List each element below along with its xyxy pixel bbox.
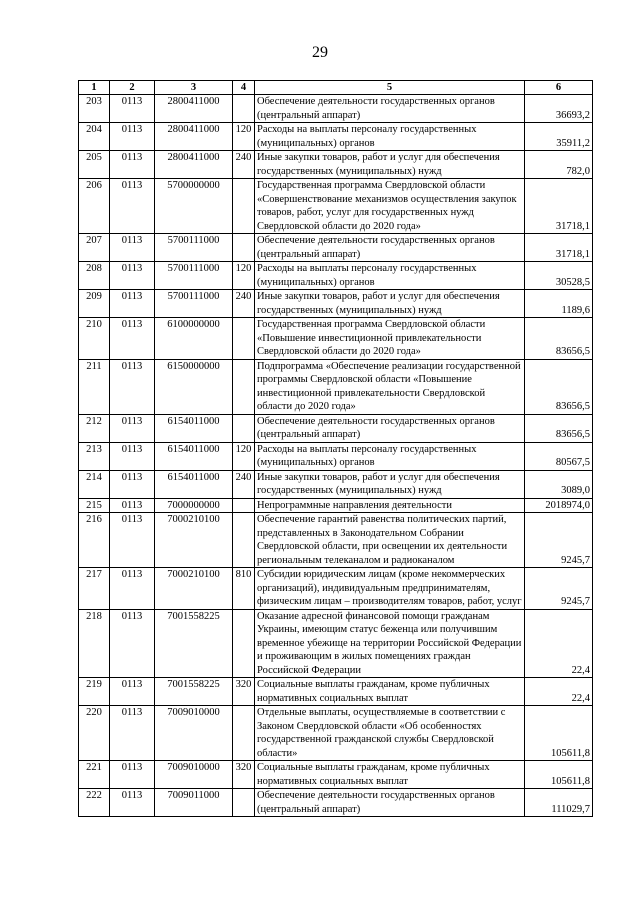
row-number-cell: 212 <box>79 414 110 442</box>
item-name-cell: Оказание адресной финансовой помощи гражданам Украины, имеющим статус беженца или получившим временное убежище на территории Российской Федерации и проживающим в жилых помещениях граждан Российской Федерации <box>255 609 525 678</box>
table-row <box>79 179 593 234</box>
item-name-cell: Социальные выплаты гражданам, кроме публичных нормативных социальных выплат <box>255 761 525 789</box>
target-code-cell: 7000210100 <box>155 568 233 610</box>
target-code-cell: 5700111000 <box>155 234 233 262</box>
expense-type-cell <box>233 513 255 568</box>
table-row <box>79 706 593 761</box>
row-number-cell: 219 <box>79 678 110 706</box>
target-code-cell: 6100000000 <box>155 318 233 360</box>
item-name-cell: Расходы на выплаты персоналу государственных (муниципальных) органов <box>255 123 525 151</box>
table-row <box>79 789 593 817</box>
target-code-cell: 6154011000 <box>155 470 233 498</box>
row-number-cell: 220 <box>79 706 110 761</box>
row-number-cell: 203 <box>79 95 110 123</box>
item-name-cell: Непрограммные направления деятельности <box>255 498 525 513</box>
amount-cell: 105611,8 <box>525 706 593 761</box>
section-code-cell: 0113 <box>110 706 155 761</box>
row-number-cell: 222 <box>79 789 110 817</box>
section-code-cell: 0113 <box>110 761 155 789</box>
table-row <box>79 442 593 470</box>
table-row <box>79 609 593 678</box>
expense-type-cell <box>233 95 255 123</box>
expense-type-cell <box>233 609 255 678</box>
amount-cell: 31718,1 <box>525 179 593 234</box>
header-cell-6: 6 <box>525 81 593 95</box>
target-code-cell: 5700111000 <box>155 262 233 290</box>
item-name-cell: Иные закупки товаров, работ и услуг для обеспечения государственных (муниципальных) нужд <box>255 470 525 498</box>
expense-type-cell <box>233 179 255 234</box>
row-number-cell: 205 <box>79 151 110 179</box>
expense-type-cell: 320 <box>233 761 255 789</box>
expense-type-cell: 320 <box>233 678 255 706</box>
page-number: 29 <box>312 44 328 61</box>
amount-cell: 31718,1 <box>525 234 593 262</box>
target-code-cell: 7009011000 <box>155 789 233 817</box>
expense-type-cell <box>233 498 255 513</box>
table-row <box>79 318 593 360</box>
row-number-cell: 213 <box>79 442 110 470</box>
target-code-cell: 7000210100 <box>155 513 233 568</box>
table-row <box>79 568 593 610</box>
table-row <box>79 290 593 318</box>
table-row <box>79 414 593 442</box>
target-code-cell: 5700000000 <box>155 179 233 234</box>
section-code-cell: 0113 <box>110 609 155 678</box>
section-code-cell: 0113 <box>110 470 155 498</box>
amount-cell: 9245,7 <box>525 568 593 610</box>
item-name-cell: Иные закупки товаров, работ и услуг для обеспечения государственных (муниципальных) нужд <box>255 151 525 179</box>
header-cell-5: 5 <box>255 81 525 95</box>
header-cell-4: 4 <box>233 81 255 95</box>
table-row <box>79 761 593 789</box>
row-number-cell: 211 <box>79 359 110 414</box>
row-number-cell: 206 <box>79 179 110 234</box>
amount-cell: 83656,5 <box>525 414 593 442</box>
section-code-cell: 0113 <box>110 151 155 179</box>
table-row <box>79 234 593 262</box>
section-code-cell: 0113 <box>110 123 155 151</box>
amount-cell: 1189,6 <box>525 290 593 318</box>
table-row <box>79 513 593 568</box>
target-code-cell: 2800411000 <box>155 151 233 179</box>
expense-type-cell: 120 <box>233 262 255 290</box>
item-name-cell: Отдельные выплаты, осуществляемые в соответствии с Законом Свердловской области «Об особенностях государственной гражданской службы Свердловской области» <box>255 706 525 761</box>
row-number-cell: 218 <box>79 609 110 678</box>
target-code-cell: 2800411000 <box>155 95 233 123</box>
row-number-cell: 214 <box>79 470 110 498</box>
item-name-cell: Расходы на выплаты персоналу государственных (муниципальных) органов <box>255 262 525 290</box>
expense-type-cell <box>233 318 255 360</box>
section-code-cell: 0113 <box>110 498 155 513</box>
section-code-cell: 0113 <box>110 442 155 470</box>
budget-table <box>78 80 593 817</box>
table-body <box>79 95 593 817</box>
amount-cell: 782,0 <box>525 151 593 179</box>
item-name-cell: Субсидии юридическим лицам (кроме некоммерческих организаций), индивидуальным предпринимателям, физическим лицам – производителям товаров, работ, услуг <box>255 568 525 610</box>
amount-cell: 30528,5 <box>525 262 593 290</box>
section-code-cell: 0113 <box>110 234 155 262</box>
target-code-cell: 6154011000 <box>155 414 233 442</box>
section-code-cell: 0113 <box>110 568 155 610</box>
table-row <box>79 678 593 706</box>
target-code-cell: 5700111000 <box>155 290 233 318</box>
section-code-cell: 0113 <box>110 95 155 123</box>
target-code-cell: 7009010000 <box>155 761 233 789</box>
row-number-cell: 215 <box>79 498 110 513</box>
expense-type-cell: 240 <box>233 290 255 318</box>
item-name-cell: Обеспечение деятельности государственных органов (центральный аппарат) <box>255 95 525 123</box>
amount-cell: 83656,5 <box>525 359 593 414</box>
table-row <box>79 498 593 513</box>
table-header <box>79 81 593 95</box>
header-cell-3: 3 <box>155 81 233 95</box>
item-name-cell: Обеспечение гарантий равенства политических партий, представленных в Законодательном Собрании Свердловской области, при освещении их деятельности региональным телеканалом и радиоканалом <box>255 513 525 568</box>
expense-type-cell: 810 <box>233 568 255 610</box>
item-name-cell: Обеспечение деятельности государственных органов (центральный аппарат) <box>255 414 525 442</box>
item-name-cell: Государственная программа Свердловской области «Совершенствование механизмов осуществления закупок товаров, работ, услуг для государственных нужд Свердловской области до 2020 года» <box>255 179 525 234</box>
table-row <box>79 151 593 179</box>
table-row <box>79 262 593 290</box>
amount-cell: 80567,5 <box>525 442 593 470</box>
section-code-cell: 0113 <box>110 678 155 706</box>
item-name-cell: Подпрограмма «Обеспечение реализации государственной программы Свердловской области «Повышение инвестиционной привлекательности Свердловской области до 2020 года» <box>255 359 525 414</box>
target-code-cell: 7001558225 <box>155 609 233 678</box>
section-code-cell: 0113 <box>110 179 155 234</box>
item-name-cell: Иные закупки товаров, работ и услуг для обеспечения государственных (муниципальных) нужд <box>255 290 525 318</box>
item-name-cell: Государственная программа Свердловской области «Повышение инвестиционной привлекательности Свердловской области до 2020 года» <box>255 318 525 360</box>
row-number-cell: 209 <box>79 290 110 318</box>
amount-cell: 3089,0 <box>525 470 593 498</box>
section-code-cell: 0113 <box>110 262 155 290</box>
target-code-cell: 2800411000 <box>155 123 233 151</box>
target-code-cell: 7009010000 <box>155 706 233 761</box>
table-row <box>79 470 593 498</box>
row-number-cell: 207 <box>79 234 110 262</box>
row-number-cell: 217 <box>79 568 110 610</box>
amount-cell: 9245,7 <box>525 513 593 568</box>
header-row <box>79 81 593 95</box>
row-number-cell: 210 <box>79 318 110 360</box>
item-name-cell: Социальные выплаты гражданам, кроме публичных нормативных социальных выплат <box>255 678 525 706</box>
amount-cell: 2018974,0 <box>525 498 593 513</box>
expense-type-cell: 240 <box>233 470 255 498</box>
expense-type-cell <box>233 414 255 442</box>
table-row <box>79 95 593 123</box>
section-code-cell: 0113 <box>110 789 155 817</box>
section-code-cell: 0113 <box>110 414 155 442</box>
item-name-cell: Обеспечение деятельности государственных органов (центральный аппарат) <box>255 234 525 262</box>
section-code-cell: 0113 <box>110 513 155 568</box>
amount-cell: 83656,5 <box>525 318 593 360</box>
section-code-cell: 0113 <box>110 359 155 414</box>
item-name-cell: Расходы на выплаты персоналу государственных (муниципальных) органов <box>255 442 525 470</box>
table-row <box>79 359 593 414</box>
header-cell-1: 1 <box>79 81 110 95</box>
target-code-cell: 7000000000 <box>155 498 233 513</box>
expense-type-cell: 240 <box>233 151 255 179</box>
row-number-cell: 216 <box>79 513 110 568</box>
item-name-cell: Обеспечение деятельности государственных органов (центральный аппарат) <box>255 789 525 817</box>
expense-type-cell: 120 <box>233 442 255 470</box>
target-code-cell: 6154011000 <box>155 442 233 470</box>
amount-cell: 35911,2 <box>525 123 593 151</box>
expense-type-cell <box>233 789 255 817</box>
table-row <box>79 123 593 151</box>
amount-cell: 111029,7 <box>525 789 593 817</box>
target-code-cell: 6150000000 <box>155 359 233 414</box>
header-cell-2: 2 <box>110 81 155 95</box>
row-number-cell: 204 <box>79 123 110 151</box>
row-number-cell: 221 <box>79 761 110 789</box>
amount-cell: 22,4 <box>525 609 593 678</box>
amount-cell: 105611,8 <box>525 761 593 789</box>
expense-type-cell <box>233 706 255 761</box>
expense-type-cell <box>233 234 255 262</box>
section-code-cell: 0113 <box>110 318 155 360</box>
amount-cell: 36693,2 <box>525 95 593 123</box>
section-code-cell: 0113 <box>110 290 155 318</box>
expense-type-cell <box>233 359 255 414</box>
amount-cell: 22,4 <box>525 678 593 706</box>
expense-type-cell: 120 <box>233 123 255 151</box>
row-number-cell: 208 <box>79 262 110 290</box>
target-code-cell: 7001558225 <box>155 678 233 706</box>
